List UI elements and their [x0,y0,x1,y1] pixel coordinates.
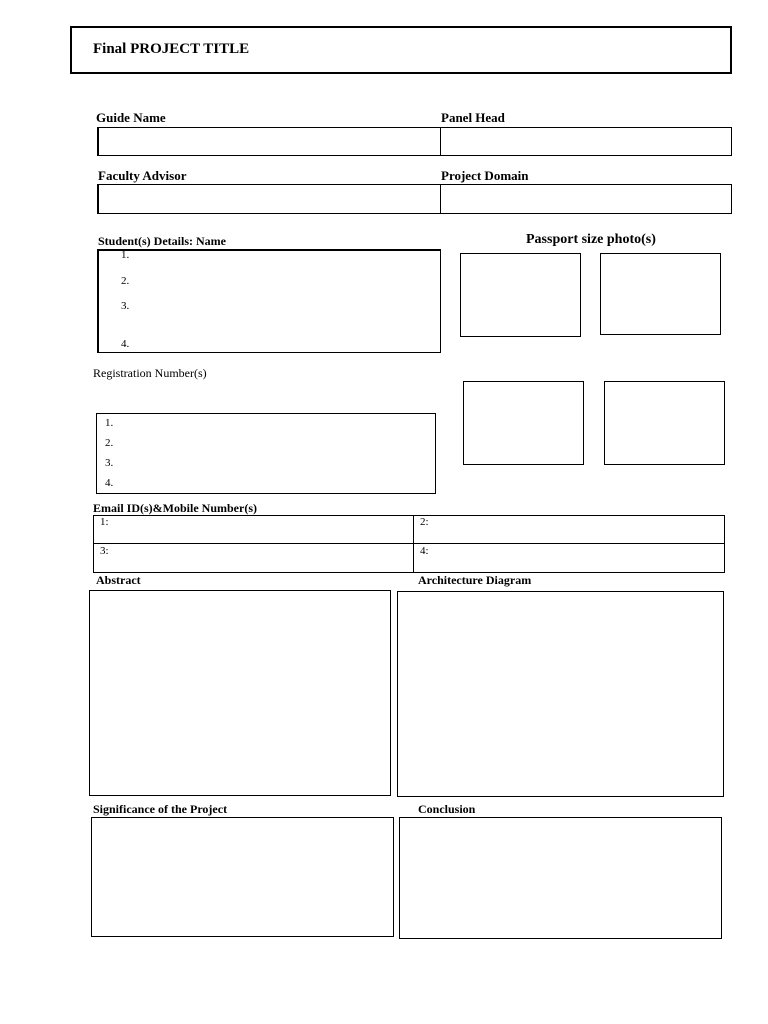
student-item: 4. [121,338,130,350]
architecture-label: Architecture Diagram [418,573,532,587]
student-item: 2. [121,275,130,287]
student-item: 3. [121,300,130,312]
registration-item: 1. [105,417,114,429]
contact-cell-label: 3: [100,545,109,557]
contact-cell-label: 4: [420,545,429,557]
project-domain-field[interactable] [440,184,732,214]
photo-box-4[interactable] [604,381,725,465]
contact-cell-label: 2: [420,516,429,528]
project-domain-label: Project Domain [441,168,529,183]
contact-cell-label: 1: [100,516,109,528]
architecture-box[interactable] [397,591,724,797]
panel-head-label: Panel Head [441,110,505,125]
photo-box-1[interactable] [460,253,581,337]
project-title: Final PROJECT TITLE [93,41,250,57]
registration-label: Registration Number(s) [93,366,207,380]
significance-label: Significance of the Project [93,802,228,816]
student-names-box[interactable] [97,249,441,353]
contact-cell-2[interactable] [413,515,725,544]
registration-item: 2. [105,437,114,449]
photo-box-2[interactable] [600,253,721,335]
panel-head-field[interactable] [440,127,732,156]
significance-box[interactable] [91,817,394,937]
student-details-label: Student(s) Details: Name [98,234,226,248]
conclusion-label: Conclusion [418,802,476,816]
abstract-box[interactable] [89,590,391,796]
contact-cell-1[interactable] [93,515,414,544]
photo-box-3[interactable] [463,381,584,465]
faculty-advisor-field[interactable] [97,184,441,214]
contact-cell-3[interactable] [93,543,414,573]
guide-name-label: Guide Name [96,110,166,125]
student-item: 1. [121,249,130,261]
contact-cell-4[interactable] [413,543,725,573]
passport-photo-label: Passport size photo(s) [526,232,656,247]
abstract-label: Abstract [96,573,141,587]
registration-item: 4. [105,477,114,489]
registration-box[interactable] [96,413,436,494]
contact-label: Email ID(s)&Mobile Number(s) [93,501,257,515]
faculty-advisor-label: Faculty Advisor [98,168,187,183]
registration-item: 3. [105,457,114,469]
conclusion-box[interactable] [399,817,722,939]
guide-name-field[interactable] [97,127,441,156]
